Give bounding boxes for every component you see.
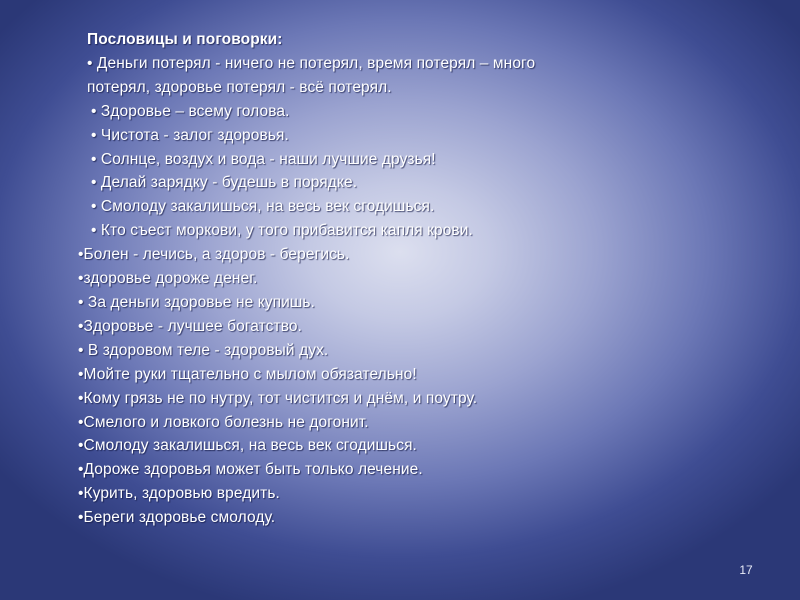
proverb-line: • Чистота - залог здоровья. xyxy=(91,126,289,144)
proverb-line: • Солнце, воздух и вода - наши лучшие друзья! xyxy=(91,150,436,168)
proverb-line: •Береги здоровье смолоду. xyxy=(78,509,276,527)
proverb-line: •Болен - лечись, а здоров - берегись. xyxy=(78,246,350,264)
proverb-line: •Мойте руки тщательно с мылом обязательно! xyxy=(78,365,417,383)
proverb-line: •Смелого и ловкого болезнь не догонит. xyxy=(78,413,369,431)
proverb-line: • Кто съест моркови, у того прибавится капля крови. xyxy=(91,222,473,240)
proverb-line: •здоровье дороже денег. xyxy=(78,270,258,288)
proverb-line: потерял, здоровье потерял - всё потерял. xyxy=(87,78,392,96)
proverbs-text-block xyxy=(78,28,778,530)
slide-page-number: 17 xyxy=(739,563,753,577)
proverb-line: •Смолоду закалишься, на весь век сгодишься. xyxy=(78,437,417,455)
proverb-line: •Здоровье - лучшее богатство. xyxy=(78,317,303,335)
proverb-line: • Здоровье – всему голова. xyxy=(91,102,290,120)
proverb-line: •Курить, здоровью вредить. xyxy=(78,485,280,503)
proverb-line: • В здоровом теле - здоровый дух. xyxy=(78,341,329,359)
proverb-line: •Дороже здоровья может быть только лечение. xyxy=(78,461,423,479)
proverb-line: • Смолоду закалишься, на весь век сгодишься. xyxy=(91,198,435,216)
proverb-line: • Деньги потерял - ничего не потерял, время потерял – много xyxy=(87,54,536,72)
proverb-line: • За деньги здоровье не купишь. xyxy=(78,293,316,311)
proverb-line: • Делай зарядку - будешь в порядке. xyxy=(91,174,358,192)
proverb-line: •Кому грязь не по нутру, тот чистится и днём, и поутру. xyxy=(78,389,478,407)
slide-title: Пословицы и поговорки: xyxy=(87,31,283,48)
